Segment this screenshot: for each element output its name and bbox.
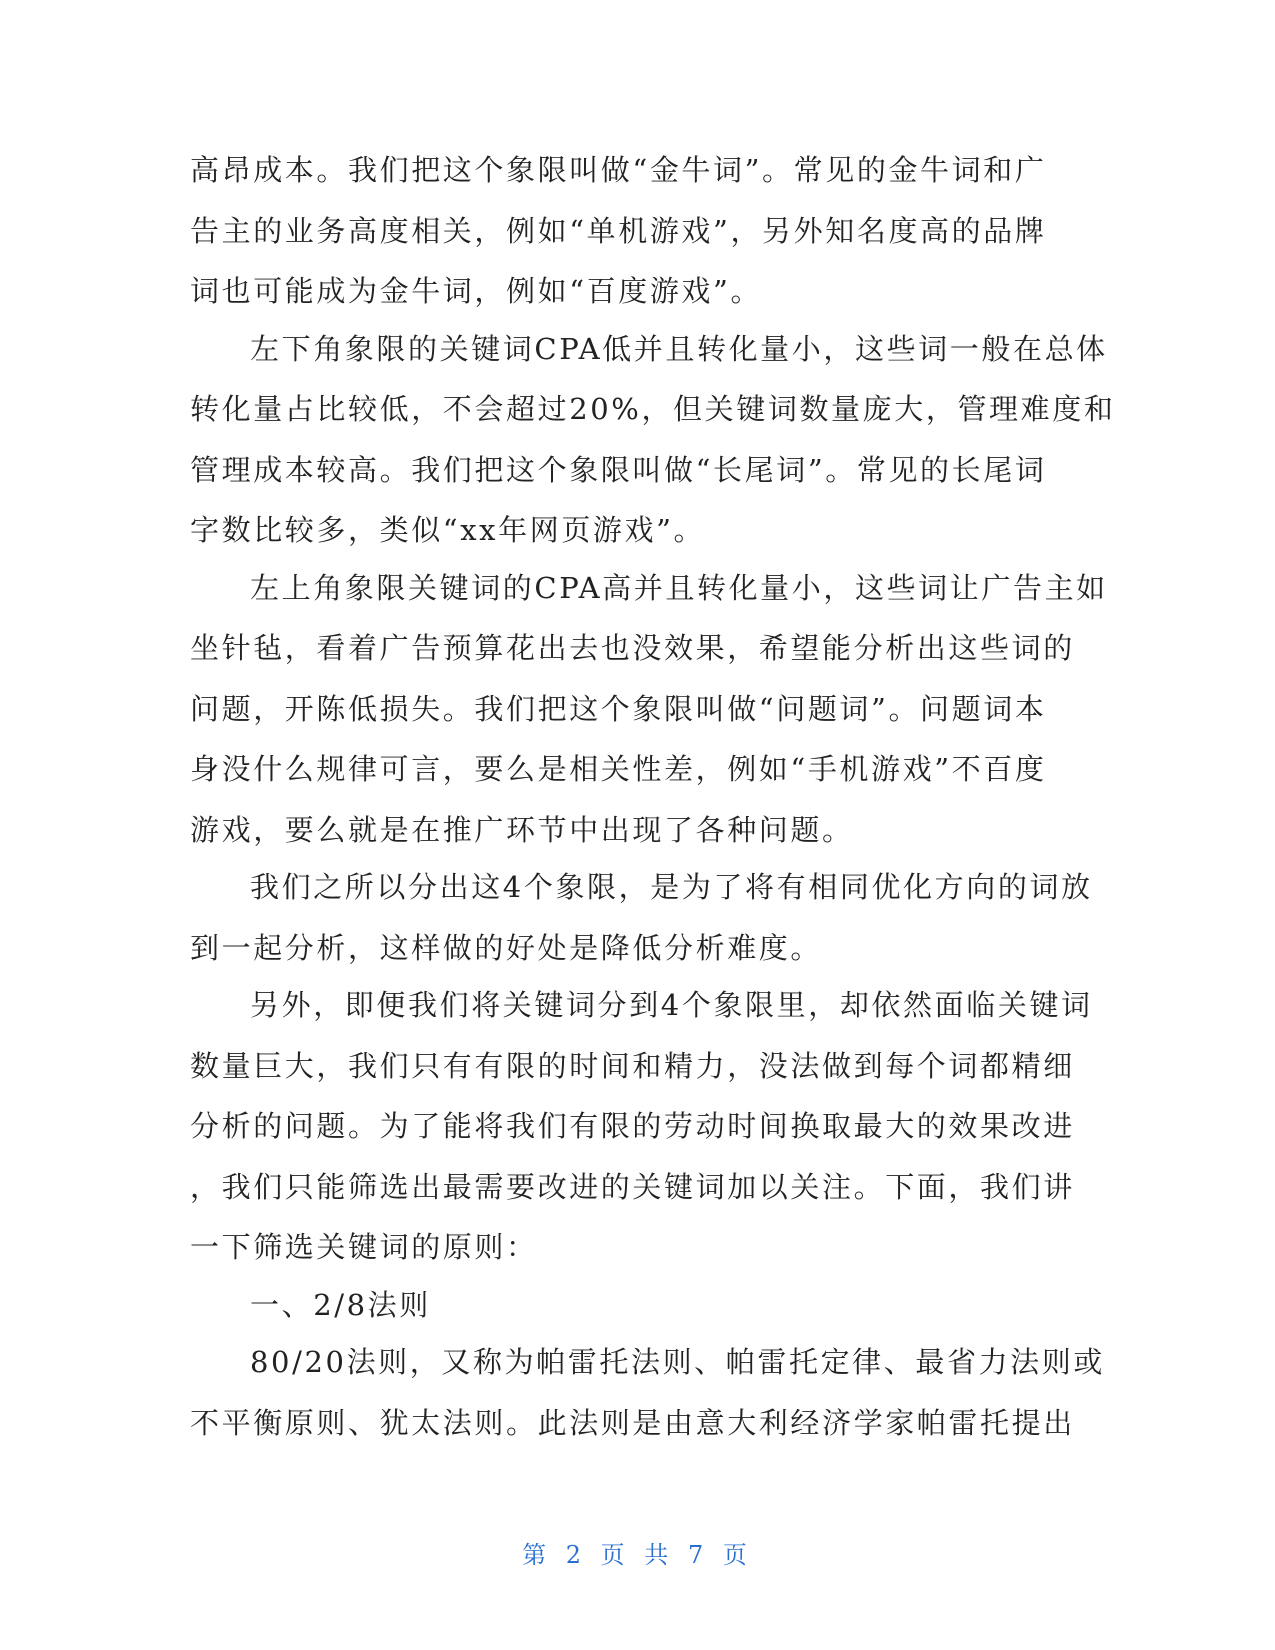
text-line: 不平衡原则、犹太法则。此法则是由意大利经济学家帕雷托提出	[190, 1405, 1075, 1440]
text-line: ，我们只能筛选出最需要改进的关键词加以关注。下面，我们讲	[190, 1169, 1075, 1204]
text-line: 80/20法则，又称为帕雷托法则、帕雷托定律、最省力法则或	[250, 1345, 1105, 1379]
text-line: 左下角象限的关键词CPA低并且转化量小，这些词一般在总体	[250, 331, 1108, 366]
text-line: 到一起分析，这样做的好处是降低分析难度。	[190, 930, 823, 965]
text-line: 游戏，要么就是在推广环节中出现了各种问题。	[190, 812, 854, 847]
text-line: 另外，即便我们将关键词分到4个象限里，却依然面临关键词	[250, 988, 1093, 1022]
text-line: 告主的业务高度相关，例如“单机游戏”，另外知名度高的品牌	[190, 213, 1047, 248]
text-line: 一下筛选关键词的原则：	[190, 1230, 538, 1264]
text-line: 高昂成本。我们把这个象限叫做“金牛词”。常见的金牛词和广	[190, 153, 1047, 187]
text-line: 字数比较多，类似“xx年网页游戏”。	[190, 513, 706, 547]
text-line: 我们之所以分出这4个象限，是为了将有相同优化方向的词放	[250, 870, 1093, 904]
text-line: 坐针毡，看着广告预算花出去也没效果，希望能分析出这些词的	[190, 631, 1075, 665]
page-footer: 第 2 页 共 7 页	[522, 1541, 753, 1569]
text-line: 管理成本较高。我们把这个象限叫做“长尾词”。常见的长尾词	[190, 452, 1047, 487]
text-line: 问题，开陈低损失。我们把这个象限叫做“问题词”。问题词本	[190, 691, 1047, 726]
text-line: 转化量占比较低，不会超过20%，但关键词数量庞大，管理难度和	[190, 392, 1116, 426]
text-line: 左上角象限关键词的CPA高并且转化量小，这些词让广告主如	[250, 570, 1108, 605]
text-line: 词也可能成为金牛词，例如“百度游戏”。	[190, 274, 763, 308]
body-text	[190, 140, 1116, 1453]
text-line: 分析的问题。为了能将我们有限的劳动时间换取最大的效果改进	[190, 1109, 1075, 1143]
text-line: 一、2/8法则	[250, 1287, 431, 1322]
text-line: 身没什么规律可言，要么是相关性差，例如“手机游戏”不百度	[190, 752, 1047, 786]
text-line: 数量巨大，我们只有有限的时间和精力，没法做到每个词都精细	[190, 1048, 1075, 1083]
